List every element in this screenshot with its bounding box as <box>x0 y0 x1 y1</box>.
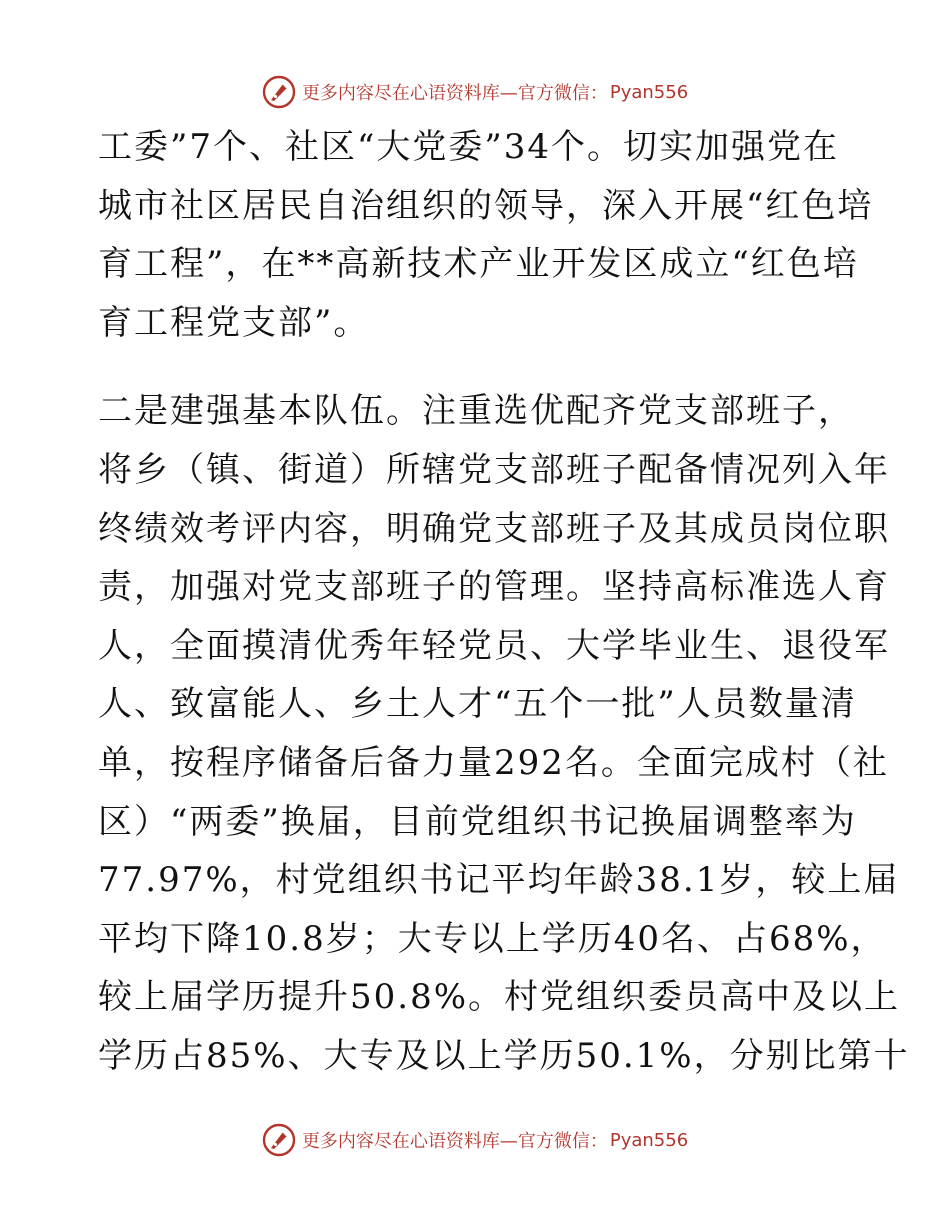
text-line: 城市社区居民自治组织的领导，深入开展“红色培 <box>98 185 874 226</box>
text-line: 较上届学历提升50.8%。村党组织委员高中及以上 <box>98 977 901 1018</box>
text-line: 育工程”，在**高新技术产业开发区成立“红色培 <box>98 244 859 285</box>
footer-wechat-id: Pyan556 <box>609 1129 689 1151</box>
text-line: 平均下降10.8岁；大专以上学历40名、占68%， <box>98 918 887 959</box>
paragraph-2 <box>98 382 910 1085</box>
header-wechat-id: Pyan556 <box>609 81 689 103</box>
footer-banner <box>0 1120 950 1160</box>
pen-nib-logo-icon <box>262 75 296 109</box>
text-line: 终绩效考评内容，明确党支部班子及其成员岗位职 <box>98 508 890 549</box>
document-body <box>98 118 910 1086</box>
text-line: 人、致富能人、乡土人才“五个一批”人员数量清 <box>98 684 857 725</box>
text-line: 人，全面摸清优秀年轻党员、大学毕业生、退役军 <box>98 625 890 666</box>
text-line: 工委”7个、社区“大党委”34个。切实加强党在 <box>98 127 840 167</box>
text-line: 单，按程序储备后备力量292名。全面完成村（社 <box>98 742 889 783</box>
footer-banner-text: 更多内容尽在心语资料库—官方微信： <box>301 1131 608 1152</box>
header-banner-text: 更多内容尽在心语资料库—官方微信： <box>301 83 608 104</box>
text-line: 区）“两委”换届，目前党组织书记换届调整率为 <box>98 801 857 842</box>
text-line: 将乡（镇、街道）所辖党支部班子配备情况列入年 <box>98 449 890 490</box>
paragraph-1 <box>98 118 874 352</box>
pen-nib-logo-icon <box>262 1123 296 1157</box>
text-line: 责，加强对党支部班子的管理。坚持高标准选人育 <box>98 567 890 608</box>
text-line: 77.97%，村党组织书记平均年龄38.1岁，较上届 <box>98 860 900 901</box>
header-banner <box>0 72 950 112</box>
text-line: 二是建强基本队伍。注重选优配齐党支部班子， <box>98 391 854 432</box>
text-line: 育工程党支部”。 <box>98 302 370 343</box>
text-line: 学历占85%、大专及以上学历50.1%，分别比第十 <box>98 1035 910 1076</box>
paragraph-gap <box>98 352 858 382</box>
